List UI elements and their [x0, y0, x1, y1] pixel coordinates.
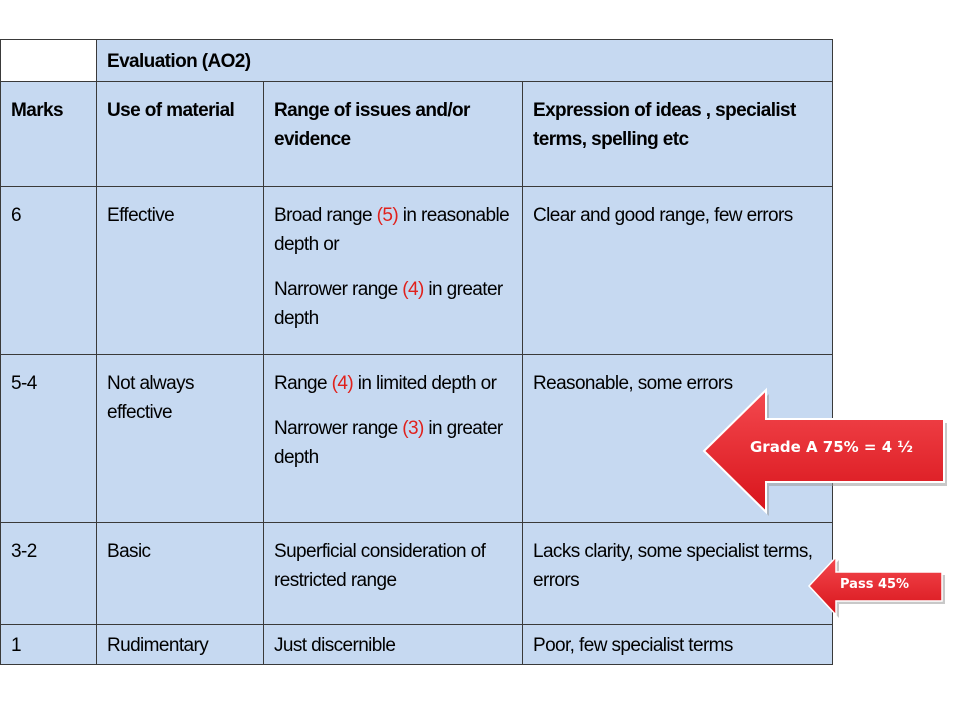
grade-a-callout — [700, 386, 952, 520]
header-use-of-material: Use of material — [97, 82, 264, 187]
expression-cell: Clear and good range, few errors — [523, 187, 833, 355]
marks-cell: 5-4 — [1, 355, 97, 523]
pass-label: Pass 45% — [840, 577, 910, 592]
range-line: Narrower range (4) in greater depth — [274, 279, 503, 329]
marks-cell: 6 — [1, 187, 97, 355]
corner-cell — [1, 40, 97, 82]
table-row — [1, 625, 833, 665]
range-cell — [264, 355, 523, 523]
range-line: Narrower range (3) in greater depth — [274, 418, 503, 468]
header-marks: Marks — [1, 82, 97, 187]
marks-cell: 1 — [1, 625, 97, 665]
expression-cell: Poor, few specialist terms — [523, 625, 833, 665]
use-cell: Rudimentary — [97, 625, 264, 665]
use-cell: Effective — [97, 187, 264, 355]
pass-callout — [806, 555, 950, 619]
header-expression: Expression of ideas , specialist terms, spelling etc — [523, 82, 833, 187]
header-range: Range of issues and/or evidence — [264, 82, 523, 187]
use-cell: Basic — [97, 523, 264, 625]
expression-cell: Reasonable, some errors — [523, 355, 833, 523]
range-line: Broad range (5) in reasonable depth or — [274, 205, 510, 255]
table-row — [1, 187, 833, 355]
evaluation-table — [0, 39, 833, 665]
range-cell: Just discernible — [264, 625, 523, 665]
range-cell — [264, 187, 523, 355]
expression-cell: Lacks clarity, some specialist terms, errors — [523, 523, 833, 625]
grade-a-label: Grade A 75% = 4 ½ — [750, 438, 913, 456]
table-row — [1, 523, 833, 625]
use-cell: Not always effective — [97, 355, 264, 523]
range-line: Range (4) in limited depth or — [274, 373, 497, 394]
table-title: Evaluation (AO2) — [97, 40, 833, 82]
marks-cell: 3-2 — [1, 523, 97, 625]
range-cell: Superficial consideration of restricted range — [264, 523, 523, 625]
